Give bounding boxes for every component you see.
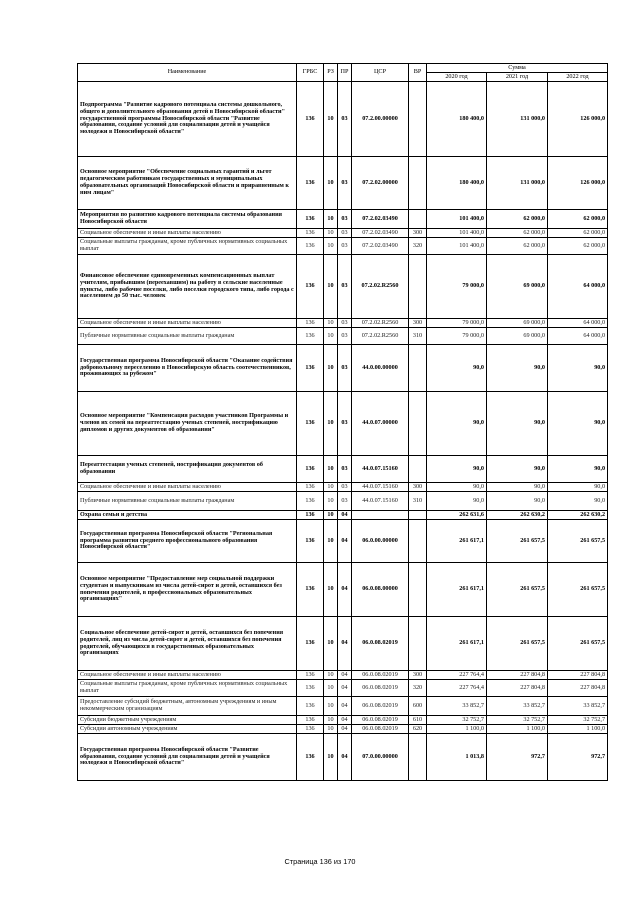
cell-rz: 10 [324,725,338,734]
table-body [78,82,608,781]
cell-rz: 10 [324,319,338,328]
cell-2021: 261 657,5 [487,617,548,671]
cell-2020: 33 852,7 [427,697,487,716]
cell-rz: 10 [324,492,338,511]
cell-pr: 03 [338,82,352,157]
table-row [78,229,608,238]
cell-rz: 10 [324,563,338,617]
table-row [78,392,608,456]
cell-csr: 06.0.08.02019 [352,697,409,716]
cell-2020: 90,0 [427,483,487,492]
cell-pr: 04 [338,680,352,697]
cell-2021: 62 000,0 [487,229,548,238]
cell-name: Государственная программа Новосибирской области "Оказание содействия добровольному переселению в Новосибирскую область соотечественников, проживающих за рубежом" [78,345,297,392]
cell-pr: 03 [338,345,352,392]
cell-pr: 03 [338,456,352,483]
cell-2020: 32 752,7 [427,716,487,725]
cell-rz: 10 [324,82,338,157]
cell-rz: 10 [324,671,338,680]
cell-2021: 90,0 [487,483,548,492]
cell-csr: 06.0.08.02019 [352,716,409,725]
cell-2022: 62 000,0 [548,229,608,238]
cell-grbs: 136 [297,157,324,210]
table-row [78,456,608,483]
cell-name: Основное мероприятие "Компенсация расходов участников Программы и членов их семей на переаттестацию ученых степеней, нострификацию дипломов и других документов об образовании" [78,392,297,456]
cell-csr: 06.0.08.02019 [352,725,409,734]
cell-name: Основное мероприятие "Обеспечение социальных гарантий и льгот педагогическим работникам государственных и муниципальных образовательных организаций Новосибирской области и приравненным к ним лицам" [78,157,297,210]
cell-csr: 07.2.02.R2560 [352,319,409,328]
cell-rz: 10 [324,238,338,255]
cell-name: Социальное обеспечение и иные выплаты населению [78,671,297,680]
cell-name: Финансовое обеспечение единовременных компенсационных выплат учителям, прибывшим (переехавшим) на работу в сельские населенные пункты, либо рабочие поселки, либо поселки городского типа, либо города с населением до 50 тыс. человек [78,255,297,319]
cell-pr: 03 [338,229,352,238]
cell-2022: 1 100,0 [548,725,608,734]
cell-pr: 04 [338,697,352,716]
cell-grbs: 136 [297,671,324,680]
cell-2021: 1 100,0 [487,725,548,734]
cell-csr: 07.2.02.03490 [352,229,409,238]
table-row [78,210,608,229]
cell-2021: 90,0 [487,345,548,392]
header-rz: РЗ [324,64,338,82]
cell-2021: 227 804,8 [487,680,548,697]
cell-grbs: 136 [297,617,324,671]
cell-2022: 32 752,7 [548,716,608,725]
table-row [78,492,608,511]
cell-vr [409,157,427,210]
cell-pr: 03 [338,238,352,255]
cell-pr: 04 [338,520,352,563]
cell-name: Социальные выплаты гражданам, кроме публичных нормативных социальных выплат [78,238,297,255]
cell-vr [409,392,427,456]
cell-2022: 126 000,0 [548,82,608,157]
cell-vr: 300 [409,483,427,492]
cell-csr: 44.0.07.15160 [352,456,409,483]
header-csr: ЦСР [352,64,409,82]
cell-vr: 610 [409,716,427,725]
cell-rz: 10 [324,520,338,563]
cell-rz: 10 [324,511,338,520]
cell-grbs: 136 [297,520,324,563]
cell-2020: 101 400,0 [427,210,487,229]
cell-name: Субсидии автономным учреждениям [78,725,297,734]
header-pr: ПР [338,64,352,82]
cell-vr: 600 [409,697,427,716]
cell-2022: 126 000,0 [548,157,608,210]
cell-name: Субсидии бюджетным учреждениям [78,716,297,725]
cell-grbs: 136 [297,734,324,781]
cell-grbs: 136 [297,319,324,328]
cell-rz: 10 [324,483,338,492]
cell-vr [409,255,427,319]
cell-2021: 261 657,5 [487,563,548,617]
cell-name: Публичные нормативные социальные выплаты гражданам [78,492,297,511]
cell-2022: 64 000,0 [548,255,608,319]
cell-grbs: 136 [297,229,324,238]
cell-name: Охрана семьи и детства [78,511,297,520]
cell-2021: 69 000,0 [487,328,548,345]
cell-rz: 10 [324,229,338,238]
cell-pr: 04 [338,563,352,617]
cell-2022: 90,0 [548,392,608,456]
cell-2021: 90,0 [487,492,548,511]
cell-grbs: 136 [297,725,324,734]
cell-2020: 261 617,1 [427,520,487,563]
cell-2020: 90,0 [427,345,487,392]
table-row [78,511,608,520]
cell-2022: 62 000,0 [548,238,608,255]
cell-2020: 90,0 [427,492,487,511]
cell-grbs: 136 [297,680,324,697]
cell-name: Социальные выплаты гражданам, кроме публичных нормативных социальных выплат [78,680,297,697]
cell-2021: 261 657,5 [487,520,548,563]
cell-name: Подпрограмма "Развитие кадрового потенциала системы дошкольного, общего и дополнительного образования детей в Новосибирской области" государственной программы Новосибирской области "Развитие образования, создание условий для социализации детей и учащейся молодежи в Новосибирской области" [78,82,297,157]
cell-2021: 131 000,0 [487,157,548,210]
cell-2022: 90,0 [548,492,608,511]
table-row [78,345,608,392]
table-row [78,483,608,492]
cell-vr [409,82,427,157]
cell-2020: 1 013,8 [427,734,487,781]
cell-2020: 79 000,0 [427,319,487,328]
table-row [78,725,608,734]
cell-csr: 44.0.07.15160 [352,483,409,492]
table-row [78,563,608,617]
cell-2021: 227 804,8 [487,671,548,680]
cell-name: Переаттестация ученых степеней, нострификация документов об образовании [78,456,297,483]
cell-rz: 10 [324,697,338,716]
cell-2020: 79 000,0 [427,255,487,319]
cell-2022: 972,7 [548,734,608,781]
header-2020: 2020 год [427,73,487,82]
header-name: Наименование [78,64,297,82]
cell-2021: 33 852,7 [487,697,548,716]
cell-2022: 261 657,5 [548,617,608,671]
cell-2022: 64 000,0 [548,328,608,345]
cell-rz: 10 [324,734,338,781]
cell-grbs: 136 [297,456,324,483]
cell-2021: 131 000,0 [487,82,548,157]
cell-csr: 07.2.00.00000 [352,82,409,157]
table-row [78,82,608,157]
cell-grbs: 136 [297,492,324,511]
cell-pr: 03 [338,319,352,328]
cell-2022: 227 804,8 [548,671,608,680]
table-row [78,680,608,697]
cell-2020: 1 100,0 [427,725,487,734]
cell-2020: 180 400,0 [427,82,487,157]
cell-pr: 03 [338,210,352,229]
cell-name: Публичные нормативные социальные выплаты гражданам [78,328,297,345]
cell-grbs: 136 [297,716,324,725]
table-row [78,520,608,563]
cell-2021: 62 000,0 [487,210,548,229]
cell-2020: 90,0 [427,392,487,456]
cell-vr [409,563,427,617]
cell-name: Предоставление субсидий бюджетным, автономным учреждениям и иным некоммерческим организациям [78,697,297,716]
cell-2022: 62 000,0 [548,210,608,229]
budget-table [77,63,608,781]
cell-2021: 32 752,7 [487,716,548,725]
cell-2021: 972,7 [487,734,548,781]
cell-name: Социальное обеспечение и иные выплаты населению [78,229,297,238]
cell-pr: 04 [338,671,352,680]
cell-vr: 310 [409,328,427,345]
cell-2022: 33 852,7 [548,697,608,716]
cell-vr [409,511,427,520]
cell-2020: 90,0 [427,456,487,483]
cell-csr: 07.2.02.03490 [352,210,409,229]
cell-pr: 04 [338,734,352,781]
cell-vr: 320 [409,680,427,697]
cell-rz: 10 [324,392,338,456]
cell-csr [352,511,409,520]
table-row [78,238,608,255]
cell-pr: 03 [338,483,352,492]
cell-csr: 44.0.00.00000 [352,345,409,392]
cell-grbs: 136 [297,345,324,392]
cell-name: Социальное обеспечение детей-сирот и детей, оставшихся без попечения родителей, лиц из числа детей-сирот и детей, оставшихся без попечения родителей, обучающихся в государственных образовательных организациях [78,617,297,671]
cell-2022: 227 804,8 [548,680,608,697]
cell-vr [409,520,427,563]
cell-vr [409,734,427,781]
cell-grbs: 136 [297,238,324,255]
cell-pr: 04 [338,617,352,671]
table-row [78,671,608,680]
header-grbs: ГРБС [297,64,324,82]
cell-2020: 101 400,0 [427,238,487,255]
header-2021: 2021 год [487,73,548,82]
cell-vr: 300 [409,319,427,328]
cell-pr: 03 [338,392,352,456]
cell-csr: 44.0.07.15160 [352,492,409,511]
cell-grbs: 136 [297,697,324,716]
cell-2022: 64 000,0 [548,319,608,328]
table-row [78,617,608,671]
cell-grbs: 136 [297,255,324,319]
cell-pr: 03 [338,157,352,210]
cell-grbs: 136 [297,328,324,345]
cell-pr: 03 [338,328,352,345]
cell-grbs: 136 [297,563,324,617]
cell-grbs: 136 [297,483,324,492]
cell-name: Мероприятия по развитию кадрового потенциала системы образования Новосибирской области [78,210,297,229]
table-row [78,328,608,345]
cell-vr: 300 [409,671,427,680]
cell-rz: 10 [324,716,338,725]
cell-pr: 03 [338,255,352,319]
cell-csr: 07.0.00.00000 [352,734,409,781]
cell-pr: 04 [338,511,352,520]
cell-grbs: 136 [297,392,324,456]
cell-2022: 90,0 [548,483,608,492]
cell-vr: 620 [409,725,427,734]
cell-csr: 07.2.02.00000 [352,157,409,210]
cell-2020: 227 764,4 [427,671,487,680]
cell-csr: 06.0.08.02019 [352,671,409,680]
cell-2020: 180 400,0 [427,157,487,210]
cell-grbs: 136 [297,511,324,520]
table-row [78,319,608,328]
cell-vr [409,617,427,671]
header-sum: Сумма [427,64,608,73]
cell-grbs: 136 [297,82,324,157]
cell-rz: 10 [324,617,338,671]
cell-name: Социальное обеспечение и иные выплаты населению [78,319,297,328]
cell-rz: 10 [324,345,338,392]
table-row [78,716,608,725]
cell-name: Государственная программа Новосибирской области "Региональная программа развития среднего профессионального образования Новосибирской области" [78,520,297,563]
cell-vr: 320 [409,238,427,255]
cell-2021: 69 000,0 [487,255,548,319]
cell-rz: 10 [324,210,338,229]
cell-csr: 06.0.08.02019 [352,680,409,697]
cell-2021: 90,0 [487,392,548,456]
cell-csr: 07.2.02.03490 [352,238,409,255]
cell-vr [409,345,427,392]
header-2022: 2022 год [548,73,608,82]
cell-name: Государственная программа Новосибирской области "Развитие образования, создание условий для социализации детей и учащейся молодежи в Новосибирской области" [78,734,297,781]
cell-2022: 261 657,5 [548,520,608,563]
cell-2020: 262 631,6 [427,511,487,520]
cell-vr: 310 [409,492,427,511]
table-row [78,734,608,781]
cell-2021: 90,0 [487,456,548,483]
cell-name: Основное мероприятие "Предоставление мер социальной поддержки студентам и выпускникам из числа детей-сирот и детей, оставшихся без попечения родителей, в профессиональных образовательных организациях" [78,563,297,617]
cell-2022: 90,0 [548,456,608,483]
cell-2021: 69 000,0 [487,319,548,328]
cell-2022: 262 630,2 [548,511,608,520]
cell-name: Социальное обеспечение и иные выплаты населению [78,483,297,492]
cell-2020: 261 617,1 [427,563,487,617]
cell-2022: 90,0 [548,345,608,392]
cell-rz: 10 [324,157,338,210]
cell-csr: 44.0.07.00000 [352,392,409,456]
cell-2020: 101 400,0 [427,229,487,238]
cell-rz: 10 [324,255,338,319]
cell-grbs: 136 [297,210,324,229]
page-footer: Страница 136 из 170 [284,857,356,866]
cell-2020: 261 617,1 [427,617,487,671]
cell-csr: 06.0.00.00000 [352,520,409,563]
cell-vr [409,210,427,229]
cell-pr: 04 [338,725,352,734]
table-row [78,255,608,319]
table-row [78,157,608,210]
cell-vr: 300 [409,229,427,238]
cell-2021: 62 000,0 [487,238,548,255]
cell-2022: 261 657,5 [548,563,608,617]
cell-csr: 07.2.02.R2560 [352,255,409,319]
cell-2021: 262 630,2 [487,511,548,520]
cell-rz: 10 [324,456,338,483]
cell-vr [409,456,427,483]
cell-pr: 03 [338,492,352,511]
cell-2020: 227 764,4 [427,680,487,697]
cell-pr: 04 [338,716,352,725]
cell-rz: 10 [324,680,338,697]
cell-rz: 10 [324,328,338,345]
cell-csr: 06.0.08.02019 [352,617,409,671]
table-row [78,697,608,716]
cell-2020: 79 000,0 [427,328,487,345]
cell-csr: 06.0.08.00000 [352,563,409,617]
header-vr: ВР [409,64,427,82]
cell-csr: 07.2.02.R2560 [352,328,409,345]
